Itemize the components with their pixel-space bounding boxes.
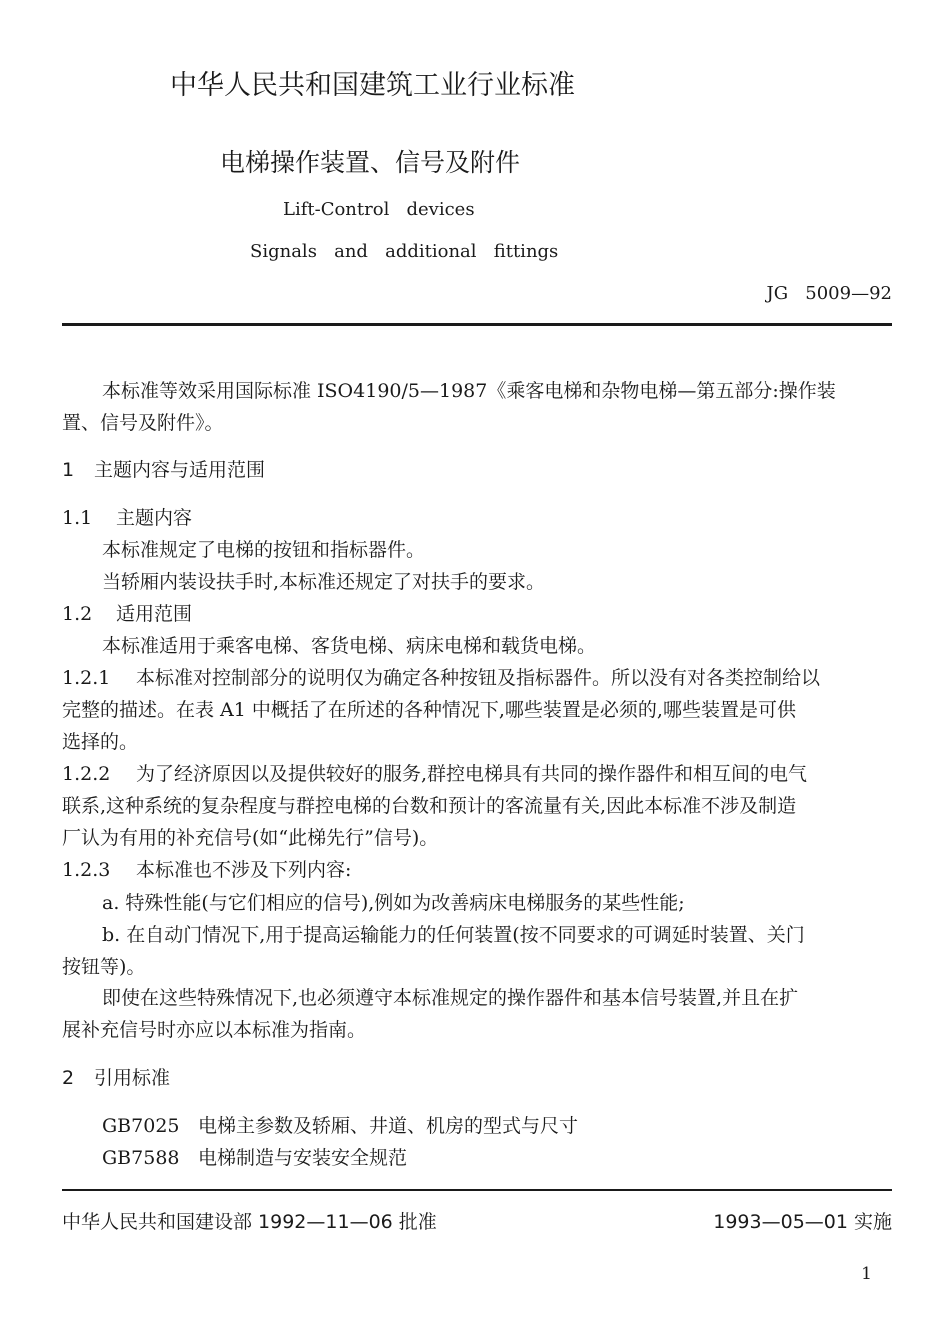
doc-title-en-2: Signals and additional fittings bbox=[250, 241, 559, 262]
section-1-1-title: 主题内容 bbox=[116, 507, 193, 529]
org-title: 中华人民共和国建筑工业行业标准 bbox=[170, 70, 575, 101]
section-1-2-1-num: 1.2.1 bbox=[62, 667, 111, 689]
effective-date: 1993—05—01 实施 bbox=[713, 1211, 892, 1233]
para-line: 本标准对控制部分的说明仅为确定各种按钮及指标器件。所以没有对各类控制给以 bbox=[136, 667, 821, 689]
doc-title-en-1: Lift-Control devices bbox=[283, 199, 475, 220]
para-line: 联系,这种系统的复杂程度与群控电梯的台数和预计的客流量有关,因此本标准不涉及制造 bbox=[62, 795, 797, 817]
para-line: 厂认为有用的补充信号(如“此梯先行”信号)。 bbox=[62, 827, 439, 849]
section-2-num: 2 bbox=[62, 1067, 75, 1089]
standard-code: JG 5009—92 bbox=[766, 283, 892, 304]
ref-code: GB7588 bbox=[102, 1147, 180, 1169]
intro-line-2: 置、信号及附件》。 bbox=[62, 412, 224, 434]
section-1-2-num: 1.2 bbox=[62, 603, 93, 625]
doc-title-cn: 电梯操作装置、信号及附件 bbox=[220, 148, 521, 177]
para-line: 即使在这些特殊情况下,也必须遵守本标准规定的操作器件和基本信号装置,并且在扩 bbox=[102, 987, 799, 1009]
para-line: 选择的。 bbox=[62, 731, 139, 753]
para-line: 完整的描述。在表 A1 中概括了在所述的各种情况下,哪些装置是必须的,哪些装置是可供 bbox=[62, 699, 796, 721]
para-line: 展补充信号时亦应以本标准为指南。 bbox=[62, 1019, 367, 1041]
para: 本标准规定了电梯的按钮和指标器件。 bbox=[102, 539, 426, 561]
ref-title: 电梯制造与安装安全规范 bbox=[198, 1147, 408, 1169]
list-item-b: b. 在自动门情况下,用于提高运输能力的任何装置(按不同要求的可调延时装置、关门 bbox=[102, 924, 805, 946]
para: 本标准适用于乘客电梯、客货电梯、病床电梯和载货电梯。 bbox=[102, 635, 597, 657]
section-2-title: 引用标准 bbox=[94, 1067, 171, 1089]
section-1-num: 1 bbox=[62, 459, 75, 481]
section-1-2-3-num: 1.2.3 bbox=[62, 859, 111, 881]
section-1-2-title: 适用范围 bbox=[116, 603, 193, 625]
list-item-b-cont: 按钮等)。 bbox=[62, 956, 146, 978]
footer-rule bbox=[62, 1189, 892, 1191]
header-rule bbox=[62, 323, 892, 326]
section-1-1-num: 1.1 bbox=[62, 507, 93, 529]
ref-code: GB7025 bbox=[102, 1115, 180, 1137]
list-item-a: a. 特殊性能(与它们相应的信号),例如为改善病床电梯服务的某些性能; bbox=[102, 892, 685, 914]
para-line: 本标准也不涉及下列内容: bbox=[136, 859, 352, 881]
approval-note: 中华人民共和国建设部 1992—11—06 批准 bbox=[62, 1211, 437, 1233]
page-number: 1 bbox=[861, 1264, 872, 1284]
intro-line-1: 本标准等效采用国际标准 ISO4190/5—1987《乘客电梯和杂物电梯—第五部分:操作装 bbox=[102, 380, 836, 402]
section-1-2-2-num: 1.2.2 bbox=[62, 763, 111, 785]
para: 当轿厢内装设扶手时,本标准还规定了对扶手的要求。 bbox=[102, 571, 546, 593]
para-line: 为了经济原因以及提供较好的服务,群控电梯具有共同的操作器件和相互间的电气 bbox=[136, 763, 808, 785]
section-1-title: 主题内容与适用范围 bbox=[94, 459, 266, 481]
ref-title: 电梯主参数及轿厢、井道、机房的型式与尺寸 bbox=[198, 1115, 579, 1137]
